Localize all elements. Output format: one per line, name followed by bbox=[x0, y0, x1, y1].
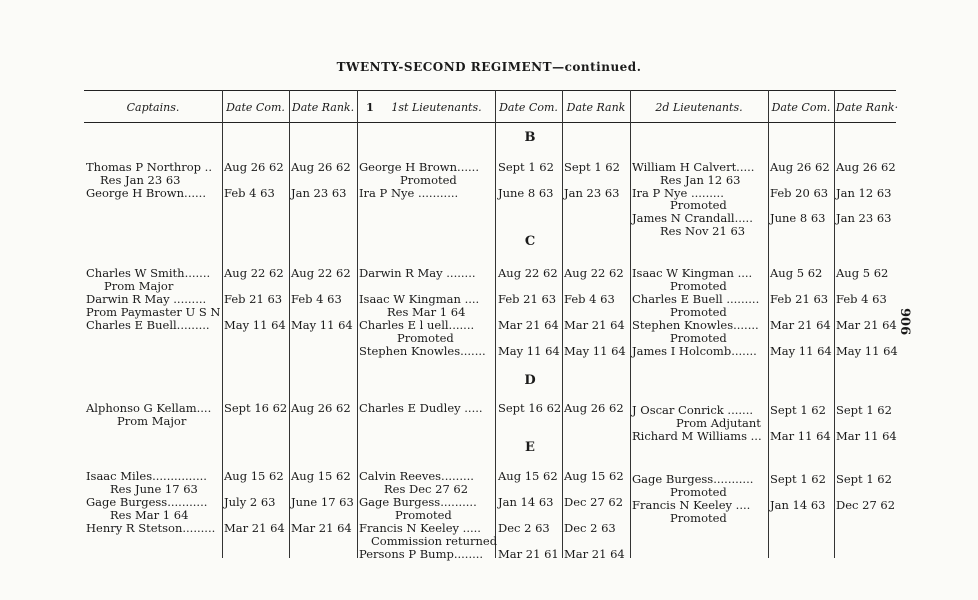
date-rank: Feb 4 63 bbox=[291, 292, 342, 306]
date-rank: Mar 11 64 bbox=[836, 429, 897, 443]
second-lieutenant-name: Francis N Keeley .... bbox=[632, 498, 751, 512]
date-rank: Dec 2 63 bbox=[564, 521, 616, 535]
section-label: D bbox=[524, 373, 536, 388]
captain-note: Res June 17 63 bbox=[110, 482, 198, 496]
captain-note: Prom Paymaster U S N bbox=[86, 305, 221, 319]
date-rank: May 11 64 bbox=[291, 318, 353, 332]
date-com: Aug 15 62 bbox=[498, 469, 558, 483]
captain-note: Res Jan 23 63 bbox=[100, 173, 181, 187]
captain-note: Prom Major bbox=[104, 279, 174, 293]
date-rank: Jan 23 63 bbox=[291, 186, 347, 200]
date-com: Feb 21 63 bbox=[770, 292, 829, 306]
date-com: Mar 21 64 bbox=[224, 521, 285, 535]
header-first-lieutenants: 1st Lieutenants. bbox=[391, 101, 482, 114]
header-captains: Captains. bbox=[126, 101, 180, 114]
header-date-com-2: Date Com. bbox=[499, 101, 558, 114]
date-com: Sept 16 62 bbox=[224, 401, 288, 415]
date-com: May 11 64 bbox=[770, 344, 832, 358]
column-divider bbox=[562, 90, 563, 558]
captain-name: Henry R Stetson......... bbox=[86, 521, 216, 535]
date-rank: Jan 12 63 bbox=[836, 186, 892, 200]
date-com: Sept 16 62 bbox=[498, 401, 562, 415]
date-rank: May 11 64 bbox=[836, 344, 898, 358]
date-rank: Mar 21 64 bbox=[564, 547, 625, 561]
date-com: Feb 4 63 bbox=[224, 186, 275, 200]
date-rank: Aug 26 62 bbox=[564, 401, 624, 415]
captain-name: Darwin R May ......... bbox=[86, 292, 207, 306]
date-com: Sept 1 62 bbox=[770, 403, 826, 417]
date-com: Aug 22 62 bbox=[498, 266, 558, 280]
date-com: Aug 22 62 bbox=[224, 266, 284, 280]
lieutenant-name: Charles E Dudley ..... bbox=[359, 401, 483, 415]
date-com: Mar 11 64 bbox=[770, 429, 831, 443]
second-lieutenant-note: Promoted bbox=[670, 198, 727, 212]
date-rank: Jan 23 63 bbox=[836, 211, 892, 225]
lieutenant-note: Res Mar 1 64 bbox=[387, 305, 466, 319]
second-lieutenant-name: Gage Burgess........... bbox=[632, 472, 754, 486]
date-rank: Aug 26 62 bbox=[291, 401, 351, 415]
date-rank: Dec 27 62 bbox=[564, 495, 624, 509]
column-divider bbox=[768, 90, 769, 558]
captain-name: George H Brown...... bbox=[86, 186, 206, 200]
date-com: Jan 14 63 bbox=[498, 495, 554, 509]
date-rank: Jan 23 63 bbox=[564, 186, 620, 200]
lieutenant-name: Persons P Bump........ bbox=[359, 547, 484, 561]
date-rank: Sept 1 62 bbox=[564, 160, 620, 174]
second-lieutenant-note: Res Jan 12 63 bbox=[660, 173, 741, 187]
date-rank: Mar 21 64 bbox=[564, 318, 625, 332]
date-com: May 11 64 bbox=[498, 344, 560, 358]
lieutenant-note: Commission returned bbox=[371, 534, 498, 548]
second-lieutenant-note: Res Nov 21 63 bbox=[660, 224, 746, 238]
section-label: E bbox=[525, 440, 535, 455]
header-date-rank-3: Date Rank· bbox=[835, 101, 899, 114]
header-second-lieutenants: 2d Lieutenants. bbox=[655, 101, 743, 114]
date-com: Mar 21 61 bbox=[498, 547, 559, 561]
date-com: June 8 63 bbox=[498, 186, 554, 200]
second-lieutenant-note: Promoted bbox=[670, 305, 727, 319]
date-rank: Mar 21 64 bbox=[291, 521, 352, 535]
date-rank: June 17 63 bbox=[291, 495, 354, 509]
date-rank: Dec 27 62 bbox=[836, 498, 896, 512]
date-rank: Aug 5 62 bbox=[836, 266, 889, 280]
second-lieutenant-note: Promoted bbox=[670, 279, 727, 293]
captain-name: Charles E Buell......... bbox=[86, 318, 210, 332]
lieutenant-name: Stephen Knowles....... bbox=[359, 344, 486, 358]
date-rank: Feb 4 63 bbox=[564, 292, 615, 306]
second-lieutenant-note: Promoted bbox=[670, 485, 727, 499]
column-divider bbox=[222, 90, 223, 558]
lieutenant-note: Promoted bbox=[397, 331, 454, 345]
date-com: Jan 14 63 bbox=[770, 498, 826, 512]
header-date-rank: Date Rank. bbox=[291, 101, 355, 114]
header-rule bbox=[84, 122, 896, 123]
second-lieutenant-name: Stephen Knowles....... bbox=[632, 318, 759, 332]
captain-name: Alphonso G Kellam.... bbox=[86, 401, 212, 415]
section-label: C bbox=[524, 234, 536, 249]
lieutenant-name: George H Brown...... bbox=[359, 160, 479, 174]
date-com: Aug 5 62 bbox=[770, 266, 823, 280]
date-rank: Sept 1 62 bbox=[836, 403, 892, 417]
second-lieutenant-name: James I Holcomb....... bbox=[632, 344, 757, 358]
header-date-rank-2: Date Rank bbox=[566, 101, 626, 114]
second-lieutenant-name: Charles E Buell ......... bbox=[632, 292, 760, 306]
lieutenant-name: Isaac W Kingman .... bbox=[359, 292, 480, 306]
date-com: Dec 2 63 bbox=[498, 521, 550, 535]
header-date-com: Date Com. bbox=[226, 101, 285, 114]
lieutenant-name: Ira P Nye ........... bbox=[359, 186, 459, 200]
lieutenant-name: Gage Burgess.......... bbox=[359, 495, 477, 509]
lieutenant-name: Francis N Keeley ..... bbox=[359, 521, 481, 535]
captain-name: Isaac Miles............... bbox=[86, 469, 207, 483]
date-rank: Sept 1 62 bbox=[836, 472, 892, 486]
header-mark: 1 bbox=[366, 101, 374, 114]
column-divider bbox=[495, 90, 496, 558]
second-lieutenant-name: William H Calvert..... bbox=[632, 160, 755, 174]
top-rule bbox=[84, 90, 896, 91]
second-lieutenant-name: Richard M Williams ... bbox=[632, 429, 762, 443]
captain-note: Prom Major bbox=[117, 414, 187, 428]
date-com: Feb 21 63 bbox=[498, 292, 557, 306]
date-com: Feb 21 63 bbox=[224, 292, 283, 306]
captain-name: Charles W Smith....... bbox=[86, 266, 211, 280]
section-label: B bbox=[524, 130, 536, 145]
page-title: TWENTY-SECOND REGIMENT—continued. bbox=[336, 60, 642, 74]
lieutenant-name: Darwin R May ........ bbox=[359, 266, 476, 280]
second-lieutenant-name: Isaac W Kingman .... bbox=[632, 266, 753, 280]
column-divider bbox=[630, 90, 631, 558]
lieutenant-name: Calvin Reeves......... bbox=[359, 469, 474, 483]
column-divider bbox=[357, 90, 358, 558]
date-rank: Aug 22 62 bbox=[564, 266, 624, 280]
date-com: June 8 63 bbox=[770, 211, 826, 225]
lieutenant-note: Promoted bbox=[395, 508, 452, 522]
date-com: Feb 20 63 bbox=[770, 186, 829, 200]
date-com: Aug 26 62 bbox=[224, 160, 284, 174]
header-date-com-3: Date Com. bbox=[771, 101, 831, 114]
date-com: July 2 63 bbox=[224, 495, 276, 509]
page-number: 906 bbox=[897, 308, 912, 336]
date-rank: Mar 21 64 bbox=[836, 318, 897, 332]
second-lieutenant-note: Promoted bbox=[670, 511, 727, 525]
lieutenant-name: Charles E l uell....... bbox=[359, 318, 475, 332]
date-rank: Aug 26 62 bbox=[291, 160, 351, 174]
date-com: May 11 64 bbox=[224, 318, 286, 332]
lieutenant-note: Promoted bbox=[400, 173, 457, 187]
date-rank: Feb 4 63 bbox=[836, 292, 887, 306]
date-rank: May 11 64 bbox=[564, 344, 626, 358]
lieutenant-note: Res Dec 27 62 bbox=[384, 482, 469, 496]
captain-note: Res Mar 1 64 bbox=[110, 508, 189, 522]
date-com: Mar 21 64 bbox=[498, 318, 559, 332]
date-rank: Aug 22 62 bbox=[291, 266, 351, 280]
date-com: Aug 26 62 bbox=[770, 160, 830, 174]
captain-name: Gage Burgess........... bbox=[86, 495, 208, 509]
second-lieutenant-name: J Oscar Conrick ....... bbox=[632, 403, 754, 417]
date-rank: Aug 26 62 bbox=[836, 160, 896, 174]
column-divider bbox=[834, 90, 835, 558]
date-com: Sept 1 62 bbox=[498, 160, 554, 174]
date-com: Sept 1 62 bbox=[770, 472, 826, 486]
second-lieutenant-name: James N Crandall..... bbox=[632, 211, 753, 225]
captain-name: Thomas P Northrop .. bbox=[86, 160, 212, 174]
column-divider bbox=[289, 90, 290, 558]
date-com: Aug 15 62 bbox=[224, 469, 284, 483]
date-com: Mar 21 64 bbox=[770, 318, 831, 332]
date-rank: Aug 15 62 bbox=[291, 469, 351, 483]
second-lieutenant-note: Promoted bbox=[670, 331, 727, 345]
date-rank: Aug 15 62 bbox=[564, 469, 624, 483]
second-lieutenant-note: Prom Adjutant bbox=[676, 416, 761, 430]
second-lieutenant-name: Ira P Nye ......... bbox=[632, 186, 724, 200]
